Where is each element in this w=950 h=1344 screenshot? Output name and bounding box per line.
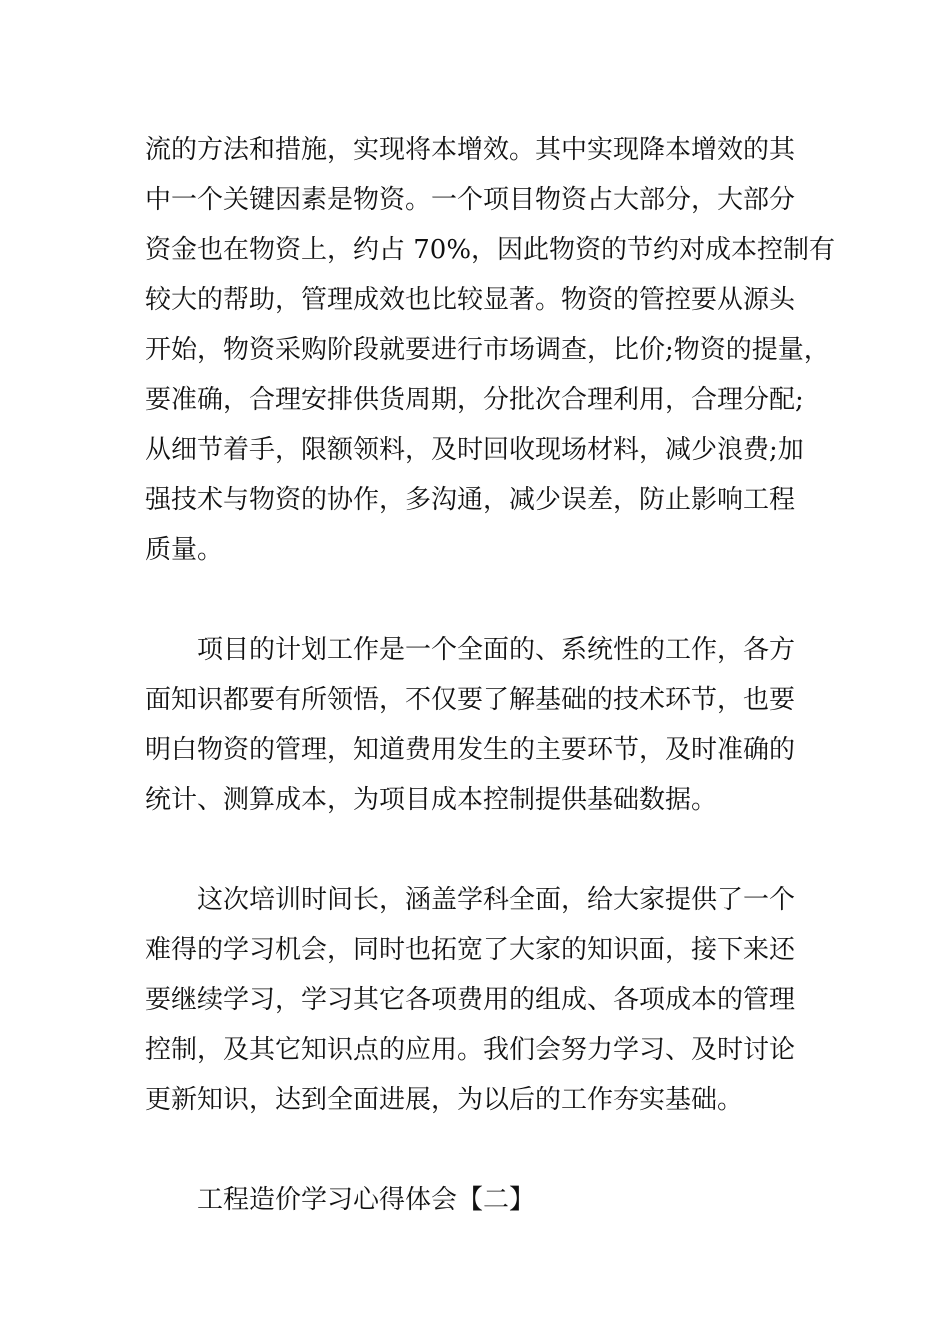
paragraph-line: 明白物资的管理，知道费用发生的主要环节，及时准确的 [145,735,796,765]
paragraph-line: 控制，及其它知识点的应用。我们会努力学习、及时讨论 [145,1035,796,1065]
paragraph-line: 统计、测算成本，为项目成本控制提供基础数据。 [145,785,718,815]
paragraph-line: 要准确，合理安排供货周期，分批次合理利用，合理分配; [145,385,804,415]
paragraph-line: 这次培训时间长，涵盖学科全面，给大家提供了一个 [197,885,796,915]
section-heading: 工程造价学习心得体会【二】 [197,1185,536,1215]
paragraph-line: 强技术与物资的协作，多沟通，减少误差，防止影响工程 [145,485,796,515]
paragraph-line: 质量。 [145,535,224,565]
paragraph-line: 流的方法和措施，实现将本增效。其中实现降本增效的其 [145,135,796,165]
paragraph-line: 更新知识，达到全面进展，为以后的工作夯实基础。 [145,1085,744,1115]
document-body [145,125,835,1225]
paragraph-line: 中一个关键因素是物资。一个项目物资占大部分，大部分 [145,185,796,215]
paragraph-line: 面知识都要有所领悟，不仅要了解基础的技术环节，也要 [145,685,796,715]
paragraph-line: 项目的计划工作是一个全面的、系统性的工作，各方 [197,635,796,665]
paragraph-line: 难得的学习机会，同时也拓宽了大家的知识面，接下来还 [145,935,796,965]
paragraph-1 [145,125,835,575]
paragraph-2 [145,625,835,825]
paragraph-line: 开始，物资采购阶段就要进行市场调查，比价;物资的提量， [145,335,830,365]
paragraph-line: 较大的帮助，管理成效也比较显著。物资的管控要从源头 [145,285,796,315]
paragraph-3 [145,875,835,1125]
paragraph-line: 要继续学习，学习其它各项费用的组成、各项成本的管理 [145,985,796,1015]
paragraph-line: 从细节着手，限额领料，及时回收现场材料，减少浪费;加 [145,435,804,465]
paragraph-line: 资金也在物资上，约占 70%，因此物资的节约对成本控制有 [145,235,836,265]
